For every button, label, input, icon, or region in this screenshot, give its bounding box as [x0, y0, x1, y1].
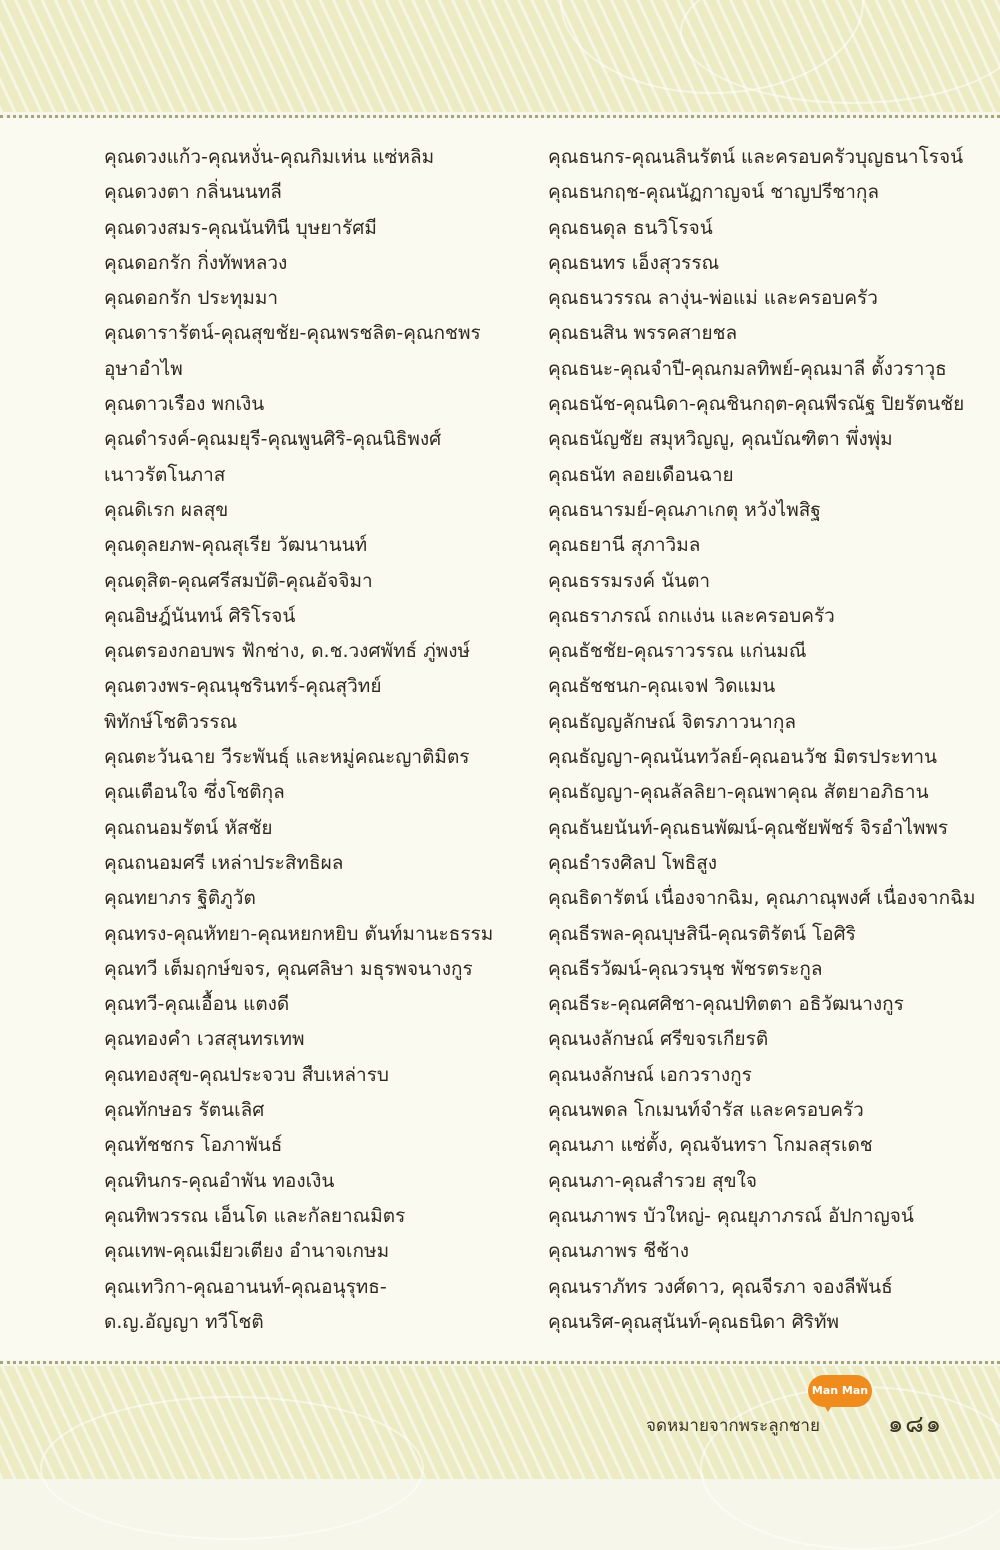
- donor-name-line: คุณธนัท ลอยเดือนฉาย: [548, 463, 734, 486]
- donor-name-line: คุณดวงสมร-คุณนันทินี บุษยารัศมี: [104, 216, 377, 239]
- donor-name-line: คุณธนารมย์-คุณภาเกตุ หวังไพสิฐ: [548, 498, 821, 521]
- donor-name-line: คุณดุลยภพ-คุณสุเรีย วัฒนานนท์: [104, 534, 368, 557]
- left-name-column: [104, 140, 514, 1340]
- donor-name-line: คุณธนกฤช-คุณนัฏกาญจน์ ชาญปรีชากุล: [548, 181, 880, 204]
- donor-name-line: คุณทินกร-คุณอำพัน ทองเงิน: [104, 1169, 335, 1192]
- donor-name-line: คุณธัญญา-คุณนันทวัลย์-คุณอนวัช มิตรประทาน: [548, 746, 938, 769]
- man-man-logo: Man Man: [808, 1375, 872, 1407]
- donor-name-line: คุณธราภรณ์ ถกแง่น และครอบครัว: [548, 604, 835, 627]
- donor-name-line: คุณดุสิต-คุณศรีสมบัติ-คุณอัจจิมา: [104, 569, 373, 592]
- donor-name-line: คุณนงลักษณ์ เอกวรางกูร: [548, 1063, 752, 1086]
- donor-name-line: คุณนภา แซ่ตั้ง, คุณจันทรา โกมลสุรเดช: [548, 1134, 873, 1157]
- donor-name-line: คุณถนอมรัตน์ หัสชัย: [104, 816, 273, 839]
- donor-name-line: คุณทัชชกร โอภาพันธ์: [104, 1134, 283, 1157]
- donor-name-line: คุณเทพ-คุณเมียวเตียง อำนาจเกษม: [104, 1240, 390, 1263]
- donor-name-line: คุณนพดล โกเมนท์จำรัส และครอบครัว: [548, 1099, 864, 1122]
- donor-name-line: คุณธนทร เอ็งสุวรรณ: [548, 251, 720, 274]
- donor-name-line: ด.ญ.อัญญา ทวีโชติ: [104, 1310, 264, 1333]
- donor-name-line: คุณทักษอร รัตนเลิศ: [104, 1099, 265, 1122]
- paisley-ornament: [700, 1386, 1000, 1550]
- donor-name-line: คุณดำรงค์-คุณมยุรี-คุณพูนศิริ-คุณนิธิพงศ์: [104, 428, 442, 451]
- donor-name-line: คุณตะวันฉาย วีระพันธุ์ และหมู่คณะญาติมิตร: [104, 746, 470, 769]
- donor-name-line: คุณธำรงศิลป โพธิสูง: [548, 851, 718, 874]
- donor-name-line: คุณดาวเรือง พกเงิน: [104, 393, 265, 416]
- donor-name-line: คุณธนัญชัย สมุหวิญญู, คุณบัณฑิตา พึ่งพุ่ม: [548, 428, 893, 451]
- donor-name-line: คุณอิษฎ์นันทน์ ศิริโรจน์: [104, 604, 296, 627]
- donor-name-line: คุณธัญญา-คุณลัลลิยา-คุณพาคุณ สัตยาอภิธาน: [548, 781, 929, 804]
- donor-name-line: คุณธนดุล ธนวิโรจน์: [548, 216, 713, 239]
- donor-name-line: คุณนภาพร ชีช้าง: [548, 1240, 690, 1263]
- donor-name-line: คุณทยาภร ฐิติภูวัต: [104, 887, 256, 910]
- paisley-ornament: [40, 1396, 424, 1540]
- donor-name-line: เนาวรัตโนภาส: [104, 463, 226, 486]
- donor-name-line: คุณเทวิกา-คุณอานนท์-คุณอนุรุทธ-: [104, 1275, 387, 1298]
- donor-name-line: คุณถนอมศรี เหล่าประสิทธิผล: [104, 851, 344, 874]
- donor-name-line: คุณธีระ-คุณศศิชา-คุณปทิตตา อธิวัฒนางกูร: [548, 993, 904, 1016]
- donor-name-line: คุณนงลักษณ์ ศรีขจรเกียรติ: [548, 1028, 769, 1051]
- right-name-column: [548, 140, 976, 1340]
- donor-name-line: อุษาอำไพ: [104, 357, 183, 380]
- bottom-dotted-divider: [0, 1361, 1000, 1364]
- donor-name-line: คุณทองคำ เวสสุนทรเทพ: [104, 1028, 305, 1051]
- logo-speech-tail: [822, 1402, 834, 1412]
- donor-name-line: คุณดอกรัก กิ่งทัพหลวง: [104, 251, 288, 274]
- donor-name-line: คุณนริศ-คุณสุนันท์-คุณธนิดา ศิริทัพ: [548, 1310, 840, 1333]
- donor-name-line: คุณดอกรัก ประทุมมา: [104, 287, 279, 310]
- donor-name-line: คุณทิพวรรณ เอ็นโด และกัลยาณมิตร: [104, 1204, 406, 1227]
- donor-name-line: คุณธนสิน พรรคสายชล: [548, 322, 738, 345]
- donor-name-line: คุณธรรมรงค์ นันตา: [548, 569, 711, 592]
- donor-name-line: คุณธนวรรณ ลางุ่น-พ่อแม่ และครอบครัว: [548, 287, 878, 310]
- donor-name-line: คุณธยานี สุภาวิมล: [548, 534, 701, 557]
- donor-name-line: คุณธัชชนก-คุณเจฟ วิดแมน: [548, 675, 776, 698]
- donor-name-line: คุณดวงตา กลิ่นนนทลี: [104, 181, 282, 204]
- donor-name-line: คุณเตือนใจ ซึ่งโชติกุล: [104, 781, 285, 804]
- donor-name-line: คุณทรง-คุณหัทยา-คุณหยกหยิบ ตันท์มานะธรรม: [104, 922, 494, 945]
- donor-name-line: คุณธันยนันท์-คุณธนพัฒน์-คุณชัยพัชร์ จิรอำไพพร: [548, 816, 949, 839]
- book-title: จดหมายจากพระลูกชาย: [646, 1416, 820, 1436]
- donor-name-line: คุณทองสุข-คุณประจวบ สืบเหล่ารบ: [104, 1063, 389, 1086]
- donor-name-line: พิทักษ์โชติวรรณ: [104, 710, 238, 733]
- page-number: ๑๘๑: [888, 1410, 943, 1438]
- donor-name-line: คุณดารารัตน์-คุณสุขชัย-คุณพรชลิต-คุณกชพร: [104, 322, 481, 345]
- donor-name-line: คุณธิดารัตน์ เนื่องจากฉิม, คุณภาณุพงศ์ เนื่องจากฉิม: [548, 887, 976, 910]
- header-decorative-band: [0, 0, 1000, 112]
- donor-name-line: คุณดวงแก้ว-คุณหงั่น-คุณกิมเห่น แซ่หลิม: [104, 146, 435, 168]
- donor-name-line: คุณธนัช-คุณนิดา-คุณชินกฤต-คุณพีรณัฐ ปิยรัตนชัย: [548, 393, 965, 416]
- donor-name-line: คุณธัญญลักษณ์ จิตรภาวนากุล: [548, 710, 796, 733]
- donor-name-line: คุณธนกร-คุณนลินรัตน์ และครอบครัวบุญธนาโรจน์: [548, 146, 964, 168]
- donor-name-line: คุณตรองกอบพร ฟักช่าง, ด.ช.วงศพัทธ์ ภู่พงษ์: [104, 640, 471, 663]
- donor-name-line: คุณนภาพร บัวใหญ่- คุณยุภาภรณ์ อัปกาญจน์: [548, 1204, 914, 1227]
- donor-name-line: คุณธัชชัย-คุณราวรรณ แก่นมณี: [548, 640, 807, 663]
- donor-name-line: คุณทวี-คุณเอื้อน แตงดี: [104, 993, 290, 1016]
- donor-name-line: คุณดิเรก ผลสุข: [104, 498, 229, 521]
- donor-name-line: คุณธีรพล-คุณบุษสินี-คุณรติรัตน์ โอศิริ: [548, 922, 856, 945]
- donor-name-line: คุณทวี เต็มฤกษ์ขจร, คุณศลิษา มธุรพจนางกูร: [104, 957, 473, 980]
- donor-name-line: คุณธนะ-คุณจำปี-คุณกมลทิพย์-คุณมาลี ตั้งวราวุธ: [548, 357, 947, 380]
- donor-name-line: คุณตวงพร-คุณนุชรินทร์-คุณสุวิทย์: [104, 675, 382, 698]
- donor-name-line: คุณนภา-คุณสำรวย สุขใจ: [548, 1169, 758, 1192]
- donor-name-line: คุณนราภัทร วงศ์ดาว, คุณจีรภา จองลีพันธ์: [548, 1275, 893, 1298]
- donor-name-line: คุณธีรวัฒน์-คุณวรนุช พัชรตระกูล: [548, 957, 823, 980]
